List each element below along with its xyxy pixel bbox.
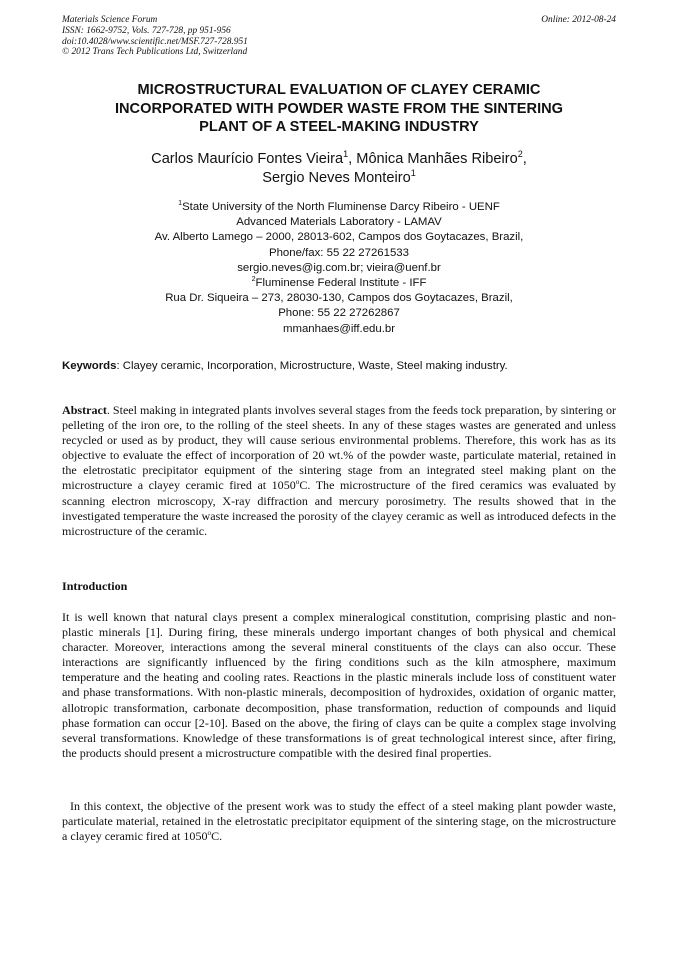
title-line-1: MICROSTRUCTURAL EVALUATION OF CLAYEY CERAMIC [137,82,541,98]
title-line-3: PLANT OF A STEEL-MAKING INDUSTRY [199,119,479,135]
author-affil-sup: 1 [343,149,349,160]
affiliation-sup: 2 [251,276,256,284]
author-separator: , [348,151,357,167]
introduction-paragraph-2 [62,799,616,844]
author-name: Mônica Manhães Ribeiro [356,151,518,167]
introduction-heading: Introduction [62,579,128,593]
paragraph-text-cont: C. [211,829,223,844]
author-list [62,150,616,187]
affiliation-2-address: Rua Dr. Siqueira – 273, 28030-130, Campos dos Goytacazes, Brazil, [165,292,513,305]
journal-header [62,15,616,58]
journal-issn: ISSN: 1662-9752, Vols. 727-728, pp 951-956 [62,25,231,36]
affiliation-text: State University of the North Fluminense Darcy Ribeiro - UENF [182,201,500,213]
journal-doi: doi:10.4028/www.scientific.net/MSF.727-728.951 [62,36,248,47]
affiliation-2-email: mmanhaes@iff.edu.br [282,322,396,335]
affiliation-2-name [62,276,616,291]
degree-sup: o [295,478,300,487]
online-date: Online: 2012-08-24 [541,15,616,25]
paper-title [70,81,608,137]
affiliation-1-phone: Phone/fax: 55 22 27261533 [269,246,409,259]
affiliation-text: Fluminense Federal Institute - IFF [255,277,427,290]
abstract-text-cont: C. The microstructure of the fired ceramics was evaluated by scanning electron microscopy, X-ray diffraction and mercury porosimetry. The results showed that in the investigated temperature the waste increased the porosity of the clayey ceramic as well as introduced defects in the microstructure of the ceramic. [62,478,616,538]
introduction-paragraph-1: It is well known that natural clays present a complex mineralogical constitution, comprising plastic and non-plastic minerals [1]. During firing, these minerals undergo important changes of both physical and chemical character. Moreover, interactions among the several mineral constituents of the clays can also occur. These interactions are significantly influenced by the firing conditions such as the kiln atmosphere, maximum temperature and the heating and cooling rates. Reactions in the plastic minerals include loss of constituent water and phase transformations. With non-plastic minerals, decomposition of hydroxides, oxidation of organic matter, allotropic transformation, carbonate decomposition, phase transformation, reduction of compounds and liquid phase formation can occur [2-10]. Based on the above, the firing of clays can be quite a complex stage involving several transformations. Knowledge of these transformations is of great technological interest since, after firing, the products should present a microstructure compatible with the desired final properties. [62,610,616,760]
affiliation-sup: 1 [178,200,183,208]
abstract-label: Abstract [62,403,107,417]
title-line-2: INCORPORATED WITH POWDER WASTE FROM THE SINTERING [114,100,564,117]
author-line-2 [62,169,616,188]
affiliation-1-address: Av. Alberto Lamego – 2000, 28013-602, Campos dos Goytacazes, Brazil, [154,231,524,244]
paragraph-text: In this context, the objective of the present work was to study the effect of a steel making plant powder waste, particulate material, retained in the eletrostatic precipitator equipment of the sintering stage, on the microstructure a clayey ceramic fired at 1050 [62,799,616,844]
author-name: Sergio Neves Monteiro [262,169,411,186]
author-affil-sup: 2 [517,149,523,160]
keywords-text: : Clayey ceramic, Incorporation, Microstructure, Waste, Steel making industry. [116,360,508,372]
affiliation-2-phone: Phone: 55 22 27262867 [278,307,400,320]
keywords-label: Keywords [62,360,117,372]
author-line-1 [62,150,616,169]
journal-name: Materials Science Forum [62,15,158,25]
journal-copyright: © 2012 Trans Tech Publications Ltd, Switzerland [62,47,248,58]
degree-sup: o [207,829,212,838]
affiliation-1-lab: Advanced Materials Laboratory - LAMAV [236,216,442,229]
abstract [62,403,616,539]
affiliation-1-email: sergio.neves@ig.com.br; vieira@uenf.br [237,261,441,274]
affiliation-1-name [62,200,616,215]
author-separator: , [522,151,527,167]
affiliations [62,200,616,337]
author-affil-sup: 1 [410,167,416,178]
abstract-text: . Steel making in integrated plants involves several stages from the feeds tock preparation, by sintering or pelleting of the iron ore, to the rolling of the steel sheets. In any of these stages wastes are generated and unless recycled or used as by product, they will cause serious environmental problems. Therefore, this work has as its objective to evaluate the effect of incorporation of 20 wt.% of the powder waste, particulate material, retained in the eletrostatic precipitator equipment of the sintering stage from an integrated steel making plant on the microstructure a clayey ceramic fired at 1050 [62,403,616,493]
author-name: Carlos Maurício Fontes Vieira [151,151,344,167]
keywords [62,359,616,373]
